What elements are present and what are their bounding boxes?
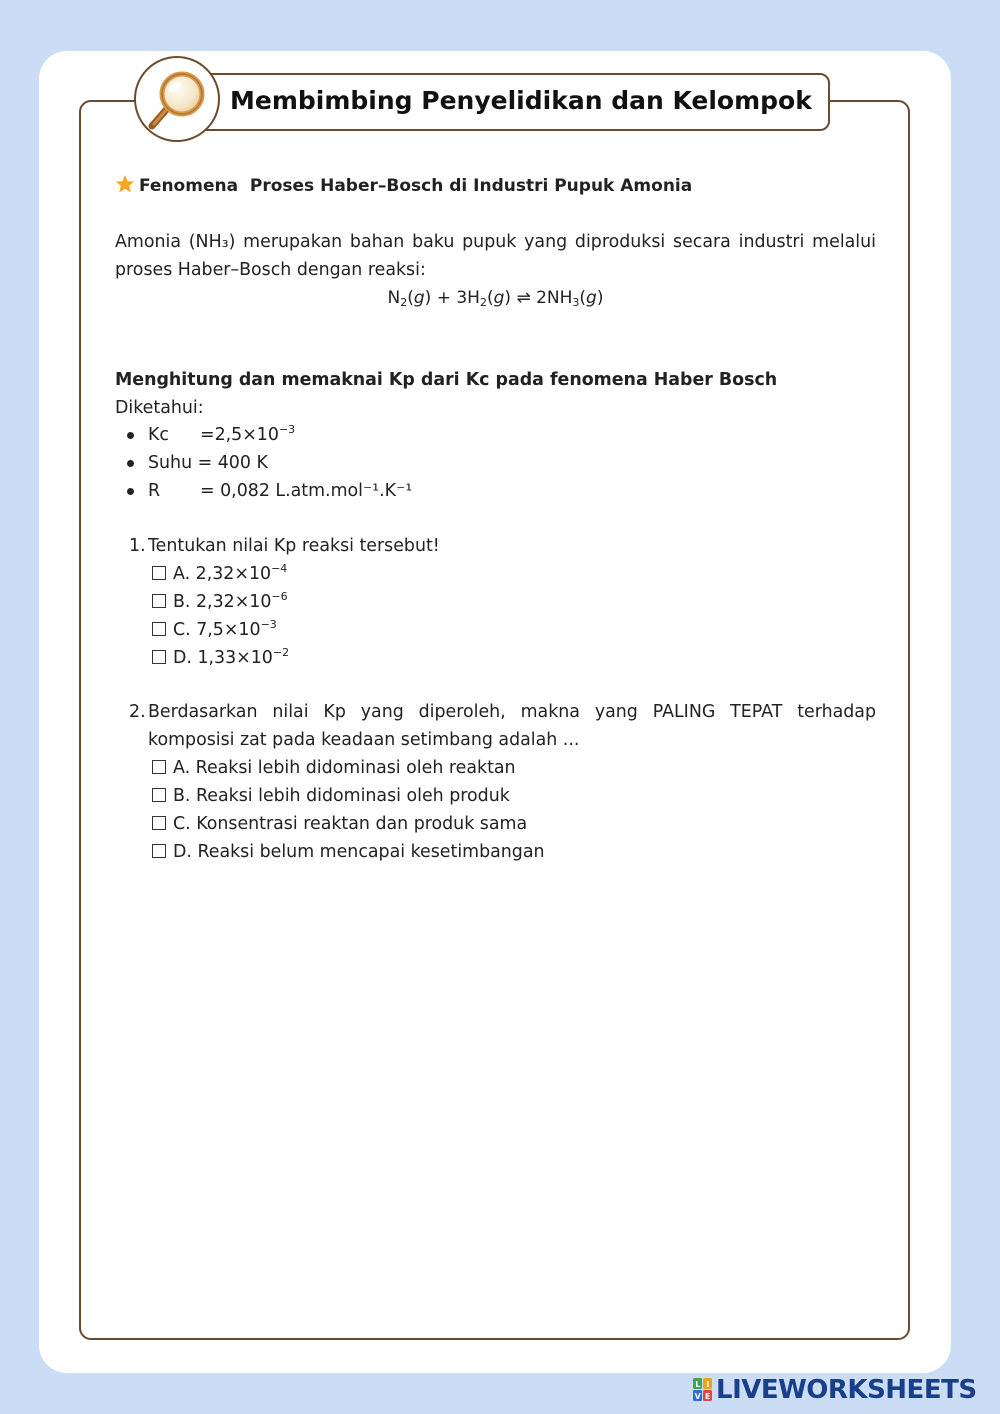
option-label: A. Reaksi lebih didominasi oleh reaktan (173, 758, 516, 778)
checkbox[interactable] (152, 816, 166, 830)
option-label: B. 2,32×10 (173, 592, 272, 612)
star-icon (115, 174, 135, 194)
phenomenon-heading (115, 172, 875, 200)
given-item (115, 477, 715, 505)
phenomenon-heading-text: Fenomena Proses Haber–Bosch di Industri Pupuk Amonia (139, 176, 693, 196)
calculation-heading: Menghitung dan memaknai Kp dari Kc pada fenomena Haber Bosch (115, 370, 778, 390)
bullet-icon (127, 460, 134, 467)
option-b[interactable] (115, 588, 876, 616)
eq-open-3: ( (579, 288, 587, 308)
question-1 (115, 532, 876, 672)
option-label: D. Reaksi belum mencapai kesetimbangan (173, 842, 545, 862)
given-value (200, 421, 295, 449)
question-2 (115, 698, 876, 866)
given-list (115, 421, 715, 505)
option-label: C. 7,5×10 (173, 620, 261, 640)
checkbox[interactable] (152, 844, 166, 858)
known-label: Diketahui: (115, 398, 204, 418)
eq-nh3-sub: 3 (572, 296, 580, 309)
eq-plus-h2: ) + 3H (424, 288, 480, 308)
option-a[interactable] (115, 560, 876, 588)
question-number: 2. (129, 702, 146, 722)
question-text: Berdasarkan nilai Kp yang diperoleh, makna yang PALING TEPAT terhadap komposisi zat pada keadaan setimbang adalah ... (148, 702, 876, 750)
question-stem (115, 532, 876, 560)
eq-open-1: ( (407, 288, 414, 308)
option-exponent: −2 (272, 646, 290, 659)
liveworksheets-logo[interactable] (693, 1375, 993, 1405)
option-exponent: −4 (271, 562, 288, 575)
page-title: Membimbing Penyelidikan dan Kelompok (230, 86, 812, 115)
eq-state-2: g (493, 288, 505, 308)
checkbox[interactable] (152, 594, 166, 608)
question-number: 1. (129, 536, 146, 556)
given-key: Kc (148, 425, 169, 445)
eq-close-3: ) (596, 288, 604, 308)
question-text: Tentukan nilai Kp reaksi tersebut! (148, 536, 440, 556)
liveworksheets-logo-icon (693, 1378, 713, 1402)
checkbox[interactable] (152, 760, 166, 774)
option-d[interactable] (115, 644, 876, 672)
eq-arrow-nh3: ) ⇌ 2NH (504, 288, 573, 308)
haber-bosch-equation (115, 284, 876, 312)
checkbox[interactable] (152, 566, 166, 580)
brand-name: LIVEWORKSHEETS (716, 1375, 977, 1405)
eq-n2-sub: 2 (400, 296, 408, 309)
logo-letter-i: I (706, 1380, 709, 1389)
checkbox[interactable] (152, 788, 166, 802)
option-b[interactable] (115, 782, 876, 810)
eq-n2: N (387, 288, 401, 308)
option-c[interactable] (115, 810, 876, 838)
given-value: = 0,082 L.atm.mol⁻¹.K⁻¹ (200, 481, 413, 501)
given-exponent: −3 (278, 423, 296, 436)
checkbox[interactable] (152, 650, 166, 664)
given-value-text: =2,5×10 (200, 425, 279, 445)
option-exponent: −6 (271, 590, 288, 603)
eq-state-1: g (413, 288, 425, 308)
checkbox[interactable] (152, 622, 166, 636)
given-key: Suhu = 400 K (148, 453, 268, 473)
option-label: A. 2,32×10 (173, 564, 272, 584)
given-item (115, 449, 715, 477)
eq-state-3: g (586, 288, 597, 308)
eq-open-2: ( (486, 288, 494, 308)
title-icon-badge (134, 56, 220, 142)
option-d[interactable] (115, 838, 876, 866)
logo-letter-e: E (705, 1392, 710, 1401)
given-item (115, 421, 715, 449)
option-label: D. 1,33×10 (173, 648, 273, 668)
logo-letter-l: L (695, 1380, 700, 1389)
bullet-icon (127, 488, 134, 495)
option-label: C. Konsentrasi reaktan dan produk sama (173, 814, 528, 834)
given-key: R (148, 481, 161, 501)
option-c[interactable] (115, 616, 876, 644)
option-label: B. Reaksi lebih didominasi oleh produk (173, 786, 510, 806)
bullet-icon (127, 432, 134, 439)
option-exponent: −3 (260, 618, 277, 631)
logo-letter-v: V (694, 1392, 701, 1401)
option-a[interactable] (115, 754, 876, 782)
phenomenon-intro: Amonia (NH₃) merupakan bahan baku pupuk yang diproduksi secara industri melalui proses Haber–Bosch dengan reaksi: (115, 232, 876, 280)
eq-h2-sub: 2 (479, 296, 487, 309)
magnifier-icon (144, 66, 210, 132)
question-stem (115, 698, 876, 754)
